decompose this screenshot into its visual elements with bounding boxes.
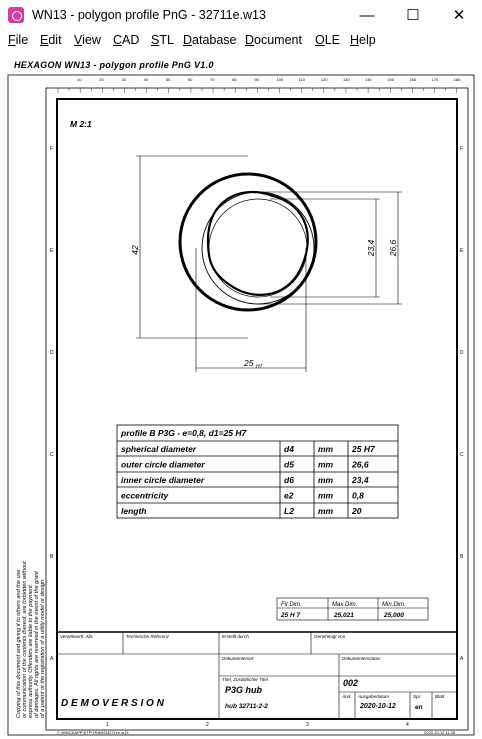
zone-letter: D xyxy=(50,350,54,356)
profile-cell: mm xyxy=(318,444,334,454)
dim-42-label: 42 xyxy=(130,245,140,255)
scale-label: M 2:1 xyxy=(70,119,92,129)
ruler-label: 180 xyxy=(453,77,461,82)
profile-table-title: profile B P3G - e=0,8, d1=25 H7 xyxy=(121,428,247,438)
profile-cell: d6 xyxy=(284,475,294,485)
profile-cell: mm xyxy=(318,459,334,470)
tb-subtitle: hub 32711-2-2 xyxy=(225,703,268,710)
drawing-header: HEXAGON WN13 - polygon profile PnG V1.0 xyxy=(14,60,214,70)
menu-document[interactable]: Document xyxy=(245,33,302,47)
profile-cell: 25 H7 xyxy=(352,444,375,454)
profile-cell: 0,8 xyxy=(352,490,364,501)
zone-letter: E xyxy=(460,248,464,254)
fit-value-0: 25 H 7 xyxy=(281,612,301,619)
fit-value-1: 25,021 xyxy=(334,612,354,619)
zone-letter: F xyxy=(50,146,54,152)
fit-header-2: Min.Dim. xyxy=(382,602,406,608)
zone-letter: C xyxy=(460,452,464,458)
menu-help[interactable]: Help xyxy=(350,33,376,47)
dim-23-4-label: 23,4 xyxy=(366,239,376,257)
zone-letter: D xyxy=(460,350,464,356)
profile-cell: inner circle diameter xyxy=(121,475,205,485)
ruler-label: 20 xyxy=(99,77,104,82)
profile-cell: 23,4 xyxy=(352,475,369,485)
tb-titel-label: Titel, Zusätzlicher Titel xyxy=(222,677,268,682)
p3g-profile xyxy=(208,192,308,295)
tb-blatt-label: Blatt xyxy=(435,694,445,699)
ruler-label: 40 xyxy=(143,77,149,82)
fit-header-1: Max.Dim. xyxy=(332,602,358,608)
profile-cell: L2 xyxy=(284,506,294,516)
zone-number: 1 xyxy=(106,722,109,728)
zone-letter: B xyxy=(460,554,464,560)
minimize-button[interactable]: — xyxy=(359,7,375,24)
ruler-label: 130 xyxy=(342,77,350,82)
zone-letter: E xyxy=(50,248,54,254)
ruler-label: 160 xyxy=(409,77,417,82)
dim-26-6-lines xyxy=(258,192,402,304)
profile-cell: d4 xyxy=(284,444,294,454)
zone-number: 2 xyxy=(206,722,209,728)
menu-stl[interactable]: STL xyxy=(151,33,174,47)
menu-view[interactable]: View xyxy=(74,33,101,47)
zone-number: 4 xyxy=(406,722,409,728)
tb-title: P3G hub xyxy=(225,685,263,695)
tb-lang: en xyxy=(415,704,423,711)
profile-table-rows xyxy=(121,444,376,516)
ruler-label: 70 xyxy=(210,77,215,82)
ruler-label: 170 xyxy=(431,77,439,82)
svg-text:of damages. All rights are res: of damages. All rights are reserved in the event of the grant xyxy=(34,571,40,718)
tb-dokstatus-label: Dokumentenstatus xyxy=(342,656,381,661)
tb-doktyp-label: Dokumentenart xyxy=(222,656,254,661)
ruler-label: 150 xyxy=(387,77,394,82)
dim-26-6-label: 26,6 xyxy=(388,239,398,257)
menu-database[interactable]: Database xyxy=(183,33,237,47)
ruler-label: 110 xyxy=(298,77,306,82)
ruler-label: 120 xyxy=(320,77,328,82)
zone-letter: A xyxy=(460,656,464,662)
zone-letter: C xyxy=(50,452,54,458)
tb-aend-label: Änd. xyxy=(342,694,352,699)
zone-letter: F xyxy=(460,146,464,152)
profile-cell: mm xyxy=(318,506,334,516)
maximize-button[interactable]: ☐ xyxy=(406,7,420,24)
profile-cell: 26,6 xyxy=(352,459,369,470)
menu-cad[interactable]: CAD xyxy=(113,33,140,47)
dim-23-4-lines xyxy=(270,199,380,297)
tb-ausgabe-label: Ausgabedatum xyxy=(358,694,389,699)
svg-text:of a patent or the registratio: of a patent or the registration of a utility model or design. xyxy=(40,578,46,718)
zone-ticks xyxy=(50,146,464,728)
profile-cell: eccentricity xyxy=(121,490,169,501)
profile-cell: 20 xyxy=(352,506,362,516)
zone-number: 3 xyxy=(306,722,309,728)
ruler-label: 10 xyxy=(77,77,82,82)
copyright-notice xyxy=(16,561,46,718)
footer-path: C:\WN13\APP\STP\TRANS\32711e.w13 xyxy=(57,730,129,735)
tb-erstellt-label: Erstellt durch xyxy=(222,634,249,639)
fit-header-0: Fit Dim. xyxy=(281,602,302,608)
menu-file[interactable]: File xyxy=(8,33,29,47)
tb-genehmigt-label: Genehmigt von xyxy=(314,634,346,639)
profile-cell: d5 xyxy=(284,459,294,470)
ruler-label: 80 xyxy=(232,77,237,82)
tb-verantw-label: Verantwortl. Abt. xyxy=(60,634,94,639)
profile-table xyxy=(117,425,398,518)
demo-version: D E M O V E R S I O N xyxy=(61,698,164,709)
ruler-label: 30 xyxy=(121,77,126,82)
window-title: WN13 - polygon profile PnG - 32711e.w13 xyxy=(32,8,266,22)
profile-cell: length xyxy=(121,506,147,516)
profile-cell: mm xyxy=(318,490,334,501)
profile-cell: outer circle diameter xyxy=(121,459,205,470)
profile-cell: mm xyxy=(318,475,334,485)
tb-date: 2020-10-12 xyxy=(360,703,396,710)
tb-techref-label: Technische Referenz xyxy=(126,634,169,639)
menu-edit[interactable]: Edit xyxy=(40,33,62,47)
profile-cell: e2 xyxy=(284,490,294,501)
tb-spr-label: Spr. xyxy=(413,694,422,699)
zone-letter: A xyxy=(50,656,54,662)
ruler-label: 100 xyxy=(276,77,284,82)
profile-cell: spherical diameter xyxy=(121,444,197,454)
ruler-label: 140 xyxy=(365,77,372,82)
middle-frame xyxy=(46,88,468,730)
ruler-label: 60 xyxy=(187,77,193,82)
menu-ole[interactable]: OLE xyxy=(315,33,341,47)
ruler-label: 90 xyxy=(254,77,259,82)
dim-h7-label: H7 xyxy=(256,364,263,370)
tb-docnum: 002 xyxy=(343,678,359,688)
svg-text:or communication of the conten: or communication of the contents thereof, are forbidden without xyxy=(22,561,28,718)
top-ruler xyxy=(58,77,461,93)
dim-25-label: 25 xyxy=(244,358,254,368)
footer-time: 2020-10-12 11:28 xyxy=(424,730,456,735)
svg-text:Copying of this document and g: Copying of this document and giving it to others and the use xyxy=(16,569,22,718)
svg-text:express authority. Offenders a: express authority. Offenders are liable to the payment xyxy=(28,585,34,718)
ruler-label: 50 xyxy=(165,77,171,82)
close-button[interactable]: ✕ xyxy=(452,7,466,24)
dim-42-lines xyxy=(136,156,248,338)
zone-letter: B xyxy=(50,554,54,560)
fit-value-2: 25,000 xyxy=(384,612,404,619)
